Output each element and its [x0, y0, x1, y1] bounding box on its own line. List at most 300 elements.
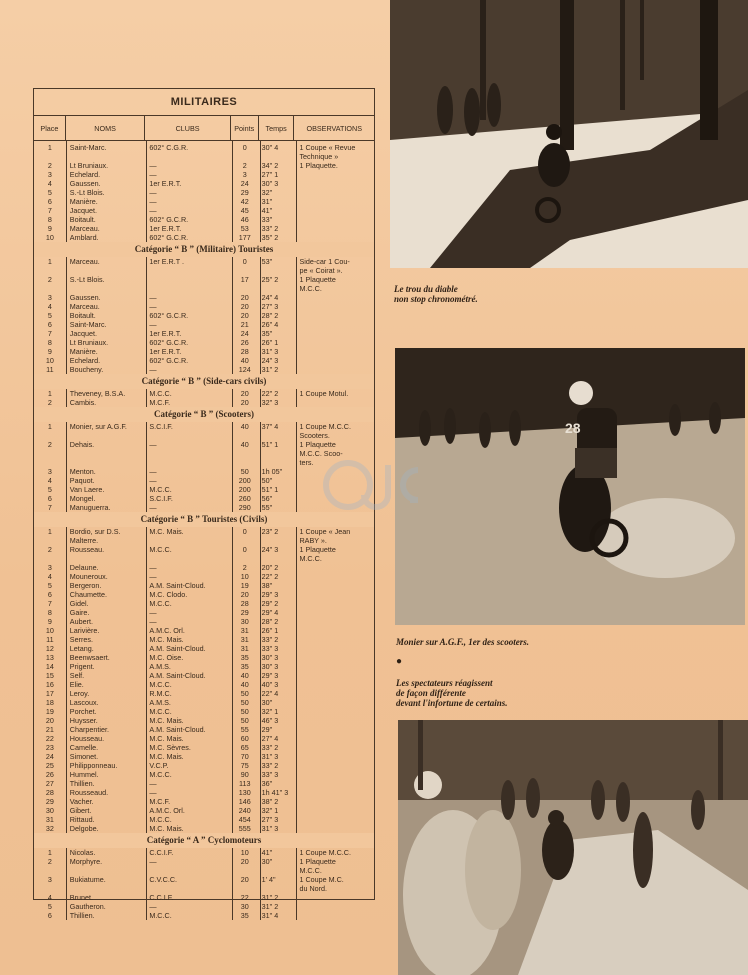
cell-place: 3: [47, 467, 52, 476]
cell-place: 24: [45, 752, 54, 761]
cell-points: 19: [240, 581, 249, 590]
cell-observation: [294, 563, 374, 572]
cell-club: —: [149, 563, 157, 572]
table-row: [34, 716, 374, 725]
cell-time: 33" 3: [261, 770, 279, 779]
cell-observation: [294, 224, 374, 233]
cell-points: 35: [240, 653, 249, 662]
table-row: [34, 590, 374, 599]
cell-name: Letang.: [69, 644, 94, 653]
cell-points: 55: [240, 725, 249, 734]
cell-name: Menton.: [69, 467, 96, 476]
table-row: [34, 617, 374, 626]
cell-place: [34, 458, 66, 467]
table-row: [34, 275, 374, 284]
cell-points: 90: [240, 770, 249, 779]
cell-club: R.M.C.: [149, 689, 172, 698]
cell-place: 32: [45, 824, 54, 833]
table-row: [34, 779, 374, 788]
cell-points: 21: [240, 320, 249, 329]
cell-time: 29": [261, 725, 273, 734]
cell-name: Manière.: [69, 197, 98, 206]
category-heading: Catégorie “ B ” (Side-cars civils): [34, 374, 374, 389]
cell-points: 2: [242, 161, 247, 170]
cell-name: Jacquet.: [69, 206, 97, 215]
cell-place: 7: [47, 206, 52, 215]
column-divider: [66, 141, 67, 920]
cell-observation: [294, 329, 374, 338]
cell-name: Van Laere.: [69, 485, 105, 494]
category-heading: Catégorie “ B ” Touristes (Civils): [34, 512, 374, 527]
cell-name: [66, 266, 146, 275]
cell-points: 31: [240, 626, 249, 635]
cell-club: M.C. Clodo.: [149, 590, 188, 599]
cell-observation: [294, 824, 374, 833]
cell-time: 55": [261, 503, 273, 512]
cell-observation: Side-car 1 Cou-: [299, 257, 350, 266]
table-row: [34, 440, 374, 449]
cell-points: 10: [240, 572, 249, 581]
cell-observation: [294, 770, 374, 779]
cell-time: 30": [261, 857, 273, 866]
cell-points: 20: [240, 398, 249, 407]
cell-club: [145, 866, 231, 875]
table-row: [34, 365, 374, 374]
cell-time: 33" 2: [261, 761, 279, 770]
cell-time: 33" 2: [261, 743, 279, 752]
cell-points: 29: [240, 608, 249, 617]
table-row: [34, 581, 374, 590]
cell-observation: [294, 806, 374, 815]
cell-observation: [294, 734, 374, 743]
cell-observation: M.C.C.: [299, 866, 322, 875]
cell-name: Self.: [69, 671, 85, 680]
cell-observation: [294, 398, 374, 407]
table-row: [34, 893, 374, 902]
cell-name: Malterre.: [69, 536, 99, 545]
cell-points: 20: [240, 875, 249, 884]
cell-points: 31: [240, 644, 249, 653]
cell-points: 260: [238, 494, 251, 503]
cell-name: Rousseaud.: [69, 788, 109, 797]
cell-observation: [294, 599, 374, 608]
svg-text:28: 28: [565, 420, 581, 436]
cell-club: V.C.P.: [149, 761, 169, 770]
cell-observation: 1 Coupe M.C.: [299, 875, 344, 884]
cell-time: 50": [261, 476, 273, 485]
cell-observation: [294, 725, 374, 734]
cell-place: 7: [47, 503, 52, 512]
cell-points: [231, 431, 259, 440]
cell-club: [145, 449, 231, 458]
cell-name: Gidel.: [69, 599, 89, 608]
table-title: MILITAIRES: [34, 89, 374, 116]
cell-observation: [294, 302, 374, 311]
cell-club: —: [149, 197, 157, 206]
cell-points: 28: [240, 599, 249, 608]
cell-club: M.C.C.: [149, 485, 172, 494]
photo-snow-trail: [390, 0, 748, 268]
cell-place: [34, 536, 66, 545]
table-row: [34, 545, 374, 554]
photo-spectators: [398, 720, 748, 975]
cell-place: 9: [47, 347, 52, 356]
cell-observation: [294, 644, 374, 653]
cell-place: 4: [47, 893, 52, 902]
table-row: [34, 671, 374, 680]
table-row: [34, 734, 374, 743]
cell-place: 14: [45, 662, 54, 671]
cell-time: 1' 4": [261, 875, 276, 884]
cell-points: 0: [242, 545, 247, 554]
cell-club: M.C. Mais.: [149, 635, 184, 644]
cell-observation: [294, 815, 374, 824]
cell-time: 27" 1: [261, 170, 279, 179]
cell-name: Dehais.: [69, 440, 95, 449]
cell-observation: [294, 761, 374, 770]
caption-photo3: [396, 678, 508, 708]
cell-name: Prigent.: [69, 662, 95, 671]
cell-observation: 1 Coupe Motul.: [299, 389, 349, 398]
cell-place: 4: [47, 476, 52, 485]
cell-observation: [294, 788, 374, 797]
cell-observation: 1 Plaquette: [299, 275, 336, 284]
cell-time: 29" 3: [261, 590, 279, 599]
cell-observation: 1 Plaquette.: [299, 161, 338, 170]
cell-observation: [294, 197, 374, 206]
cell-points: 0: [242, 527, 247, 536]
cell-time: 27" 3: [261, 815, 279, 824]
cell-club: M.C.C.: [149, 911, 172, 920]
table-row: [34, 662, 374, 671]
cell-place: 6: [47, 494, 52, 503]
cell-points: 3: [242, 170, 247, 179]
cell-club: M.C.C.: [149, 770, 172, 779]
cell-time: 31" 3: [261, 347, 279, 356]
cell-name: Bergeron.: [69, 581, 102, 590]
header-place: Place: [34, 116, 66, 140]
cell-name: [66, 449, 146, 458]
cell-club: —: [149, 320, 157, 329]
cell-points: 53: [240, 224, 249, 233]
cell-time: [259, 554, 295, 563]
cell-points: [231, 284, 259, 293]
cell-name: [66, 152, 146, 161]
cell-observation: [294, 572, 374, 581]
cell-time: 32" 1: [261, 707, 279, 716]
cell-time: 25" 2: [261, 275, 279, 284]
cell-time: 22" 2: [261, 572, 279, 581]
cell-name: Gibert.: [69, 806, 92, 815]
table-row: [34, 848, 374, 857]
cell-name: Mongel.: [69, 494, 96, 503]
cell-observation: [294, 653, 374, 662]
table-row: [34, 911, 374, 920]
cell-club: M.C.C.: [149, 680, 172, 689]
table-header: [34, 116, 374, 141]
cell-time: 41": [261, 206, 273, 215]
cell-time: [259, 458, 295, 467]
cell-name: Jacquet.: [69, 329, 97, 338]
cell-time: 31" 3: [261, 752, 279, 761]
table-row: [34, 824, 374, 833]
cell-time: 28" 2: [261, 617, 279, 626]
table-row: [34, 653, 374, 662]
category-heading: Catégorie “ B ” (Militaire) Touristes: [34, 242, 374, 257]
cell-points: 40: [240, 422, 249, 431]
cell-name: Gautheron.: [69, 902, 106, 911]
cell-club: —: [149, 503, 157, 512]
cell-club: 602° G.C.R.: [149, 311, 189, 320]
cell-club: 602° G.C.R.: [149, 338, 189, 347]
cell-club: —: [149, 788, 157, 797]
cell-points: 30: [240, 617, 249, 626]
cell-club: S.C.I.F.: [149, 494, 173, 503]
cell-name: Nicolas.: [69, 848, 96, 857]
cell-place: 23: [45, 743, 54, 752]
cell-club: —: [149, 467, 157, 476]
cell-club: —: [149, 572, 157, 581]
cell-place: 8: [47, 215, 52, 224]
cell-time: 36": [261, 779, 273, 788]
table-row: [34, 143, 374, 152]
photo-scooter: [395, 348, 745, 625]
cell-time: 31" 2: [261, 902, 279, 911]
cell-observation: 1 Coupe « Jean: [299, 527, 351, 536]
table-row: [34, 311, 374, 320]
cell-points: 28: [240, 347, 249, 356]
cell-points: 200: [238, 485, 251, 494]
cell-name: Rousseau.: [69, 545, 105, 554]
cell-place: 8: [47, 608, 52, 617]
cell-observation: [294, 752, 374, 761]
cell-place: 10: [45, 626, 54, 635]
cell-place: 6: [47, 911, 52, 920]
cell-time: 31": [261, 197, 273, 206]
cell-observation: [294, 206, 374, 215]
table-row: [34, 338, 374, 347]
cell-name: Hummel.: [69, 770, 99, 779]
motorcycle-in-snow-icon: [390, 0, 748, 268]
cell-place: 4: [47, 572, 52, 581]
table-row: [34, 743, 374, 752]
cell-points: 113: [239, 779, 251, 788]
cell-club: C.C.I.F.: [149, 893, 174, 902]
cell-observation: [294, 797, 374, 806]
table-row: [34, 161, 374, 170]
cell-place: 11: [46, 365, 54, 374]
cell-time: 38": [261, 581, 273, 590]
cell-time: 20" 2: [261, 563, 279, 572]
cell-name: Brunet.: [69, 893, 93, 902]
table-row: [34, 179, 374, 188]
cell-points: 200: [238, 476, 251, 485]
cell-name: Housseau.: [69, 734, 105, 743]
column-divider: [232, 141, 233, 920]
cell-place: 26: [45, 770, 54, 779]
cell-time: 30" 3: [261, 662, 279, 671]
cell-place: 16: [45, 680, 54, 689]
cell-observation: M.C.C. Scoo-: [299, 449, 343, 458]
cell-points: 35: [240, 911, 249, 920]
cell-name: Vacher.: [69, 797, 94, 806]
cell-time: 40" 3: [261, 680, 279, 689]
cell-club: 1er E.R.T .: [149, 257, 184, 266]
cell-time: 31" 4: [261, 911, 279, 920]
table-row: [34, 866, 374, 875]
cell-observation: [294, 698, 374, 707]
cell-observation: M.C.C.: [299, 554, 322, 563]
caption-photo1: [394, 284, 478, 304]
cell-points: 40: [240, 356, 249, 365]
cell-observation: [294, 617, 374, 626]
cell-club: [145, 536, 231, 545]
cell-points: 31: [240, 635, 249, 644]
cell-name: Charpentier.: [69, 725, 109, 734]
cell-time: 29" 3: [261, 671, 279, 680]
cell-observation: [294, 581, 374, 590]
header-observations: OBSERVATIONS: [306, 123, 362, 133]
cell-place: [34, 266, 66, 275]
cell-points: 45: [240, 206, 249, 215]
cell-name: [66, 431, 146, 440]
cell-name: Camelle.: [69, 743, 99, 752]
cell-place: 6: [47, 197, 52, 206]
cell-club: A.M. Saint-Cloud.: [149, 581, 206, 590]
cell-club: M.C.C.: [149, 707, 172, 716]
cell-time: 30" 4: [261, 143, 279, 152]
cell-club: A.M.S.: [149, 698, 171, 707]
cell-observation: [294, 716, 374, 725]
cell-club: —: [149, 617, 157, 626]
cell-club: 1er E.R.T.: [149, 329, 182, 338]
header-clubs: CLUBS: [145, 116, 231, 140]
cell-name: Lt Bruniaux.: [69, 161, 109, 170]
cell-place: 31: [45, 815, 54, 824]
cell-time: [259, 284, 295, 293]
cell-points: 65: [240, 743, 249, 752]
table-row: [34, 527, 374, 536]
table-row: [34, 356, 374, 365]
cell-club: [145, 266, 231, 275]
cell-points: [231, 866, 259, 875]
caption-photo2: Monier sur A.G.F., 1er des scooters.: [396, 637, 530, 647]
cell-name: Chaumette.: [69, 590, 107, 599]
cell-club: 602° G.C.R.: [149, 356, 189, 365]
cell-place: 30: [45, 806, 54, 815]
cell-time: [259, 266, 295, 275]
cell-name: [66, 458, 146, 467]
cell-name: Marceau.: [69, 302, 100, 311]
cell-place: 5: [47, 311, 52, 320]
cell-place: [34, 884, 66, 893]
cell-time: 23" 2: [261, 527, 279, 536]
cell-place: 25: [45, 761, 54, 770]
table-row: [34, 188, 374, 197]
table-row: [34, 857, 374, 866]
cell-observation: 1 Plaquette: [299, 440, 336, 449]
cell-club: [145, 554, 231, 563]
cell-club: —: [149, 608, 157, 617]
cell-club: —: [149, 293, 157, 302]
cell-name: Delaune.: [69, 563, 99, 572]
cell-points: 75: [240, 761, 249, 770]
cell-place: 7: [47, 599, 52, 608]
cell-place: 12: [45, 644, 54, 653]
cell-observation: [294, 707, 374, 716]
cell-points: 0: [242, 257, 247, 266]
table-row: [34, 797, 374, 806]
cell-time: [259, 449, 295, 458]
cell-observation: [294, 671, 374, 680]
cell-place: 29: [45, 797, 54, 806]
table-row: [34, 536, 374, 545]
cell-name: Serres.: [69, 635, 93, 644]
table-row: [34, 215, 374, 224]
cell-name: Huysser.: [69, 716, 98, 725]
cell-time: 28" 2: [261, 311, 279, 320]
cell-club: —: [149, 779, 157, 788]
cell-name: Simonet.: [69, 752, 99, 761]
cell-observation: [294, 311, 374, 320]
cell-time: [259, 866, 295, 875]
cell-club: [145, 458, 231, 467]
table-row: [34, 431, 374, 440]
cell-name: Echelard.: [69, 356, 101, 365]
cell-points: 22: [240, 893, 249, 902]
cell-points: 40: [240, 680, 249, 689]
cell-time: 26" 1: [261, 626, 279, 635]
cell-name: Marceau.: [69, 224, 100, 233]
cell-points: 40: [240, 671, 249, 680]
cell-name: Gaussen.: [69, 179, 101, 188]
cell-name: Morphyre.: [69, 857, 103, 866]
cell-observation: [294, 662, 374, 671]
cell-observation: [294, 689, 374, 698]
cell-club: M.C. Mais.: [149, 824, 184, 833]
cell-name: Boitault.: [69, 311, 96, 320]
table-row: [34, 257, 374, 266]
cell-time: 37" 4: [261, 422, 279, 431]
table-row: [34, 389, 374, 398]
cell-name: Larivière.: [69, 626, 100, 635]
cell-place: 5: [47, 485, 52, 494]
cell-time: 34" 2: [261, 161, 279, 170]
cell-points: 240: [238, 806, 251, 815]
cell-points: 20: [240, 389, 249, 398]
cell-time: 32": [261, 188, 273, 197]
cell-place: 10: [45, 356, 54, 365]
table-row: [34, 302, 374, 311]
table-row: [34, 815, 374, 824]
cell-observation: [294, 680, 374, 689]
cell-club: A.M. Saint-Cloud.: [149, 671, 206, 680]
header-time: Temps: [259, 116, 295, 140]
cell-points: 20: [240, 857, 249, 866]
category-heading: Catégorie “ A ” Cyclomoteurs: [34, 833, 374, 848]
cell-time: 30" 3: [261, 653, 279, 662]
cell-place: 2: [47, 545, 52, 554]
cell-points: 24: [240, 329, 249, 338]
table-row: [34, 644, 374, 653]
table-row: [34, 320, 374, 329]
header-points: Points: [231, 116, 259, 140]
cell-time: 32" 3: [261, 398, 279, 407]
cell-points: 20: [240, 590, 249, 599]
cell-observation: [294, 233, 374, 242]
cell-place: 1: [47, 527, 52, 536]
cell-observation: [294, 356, 374, 365]
